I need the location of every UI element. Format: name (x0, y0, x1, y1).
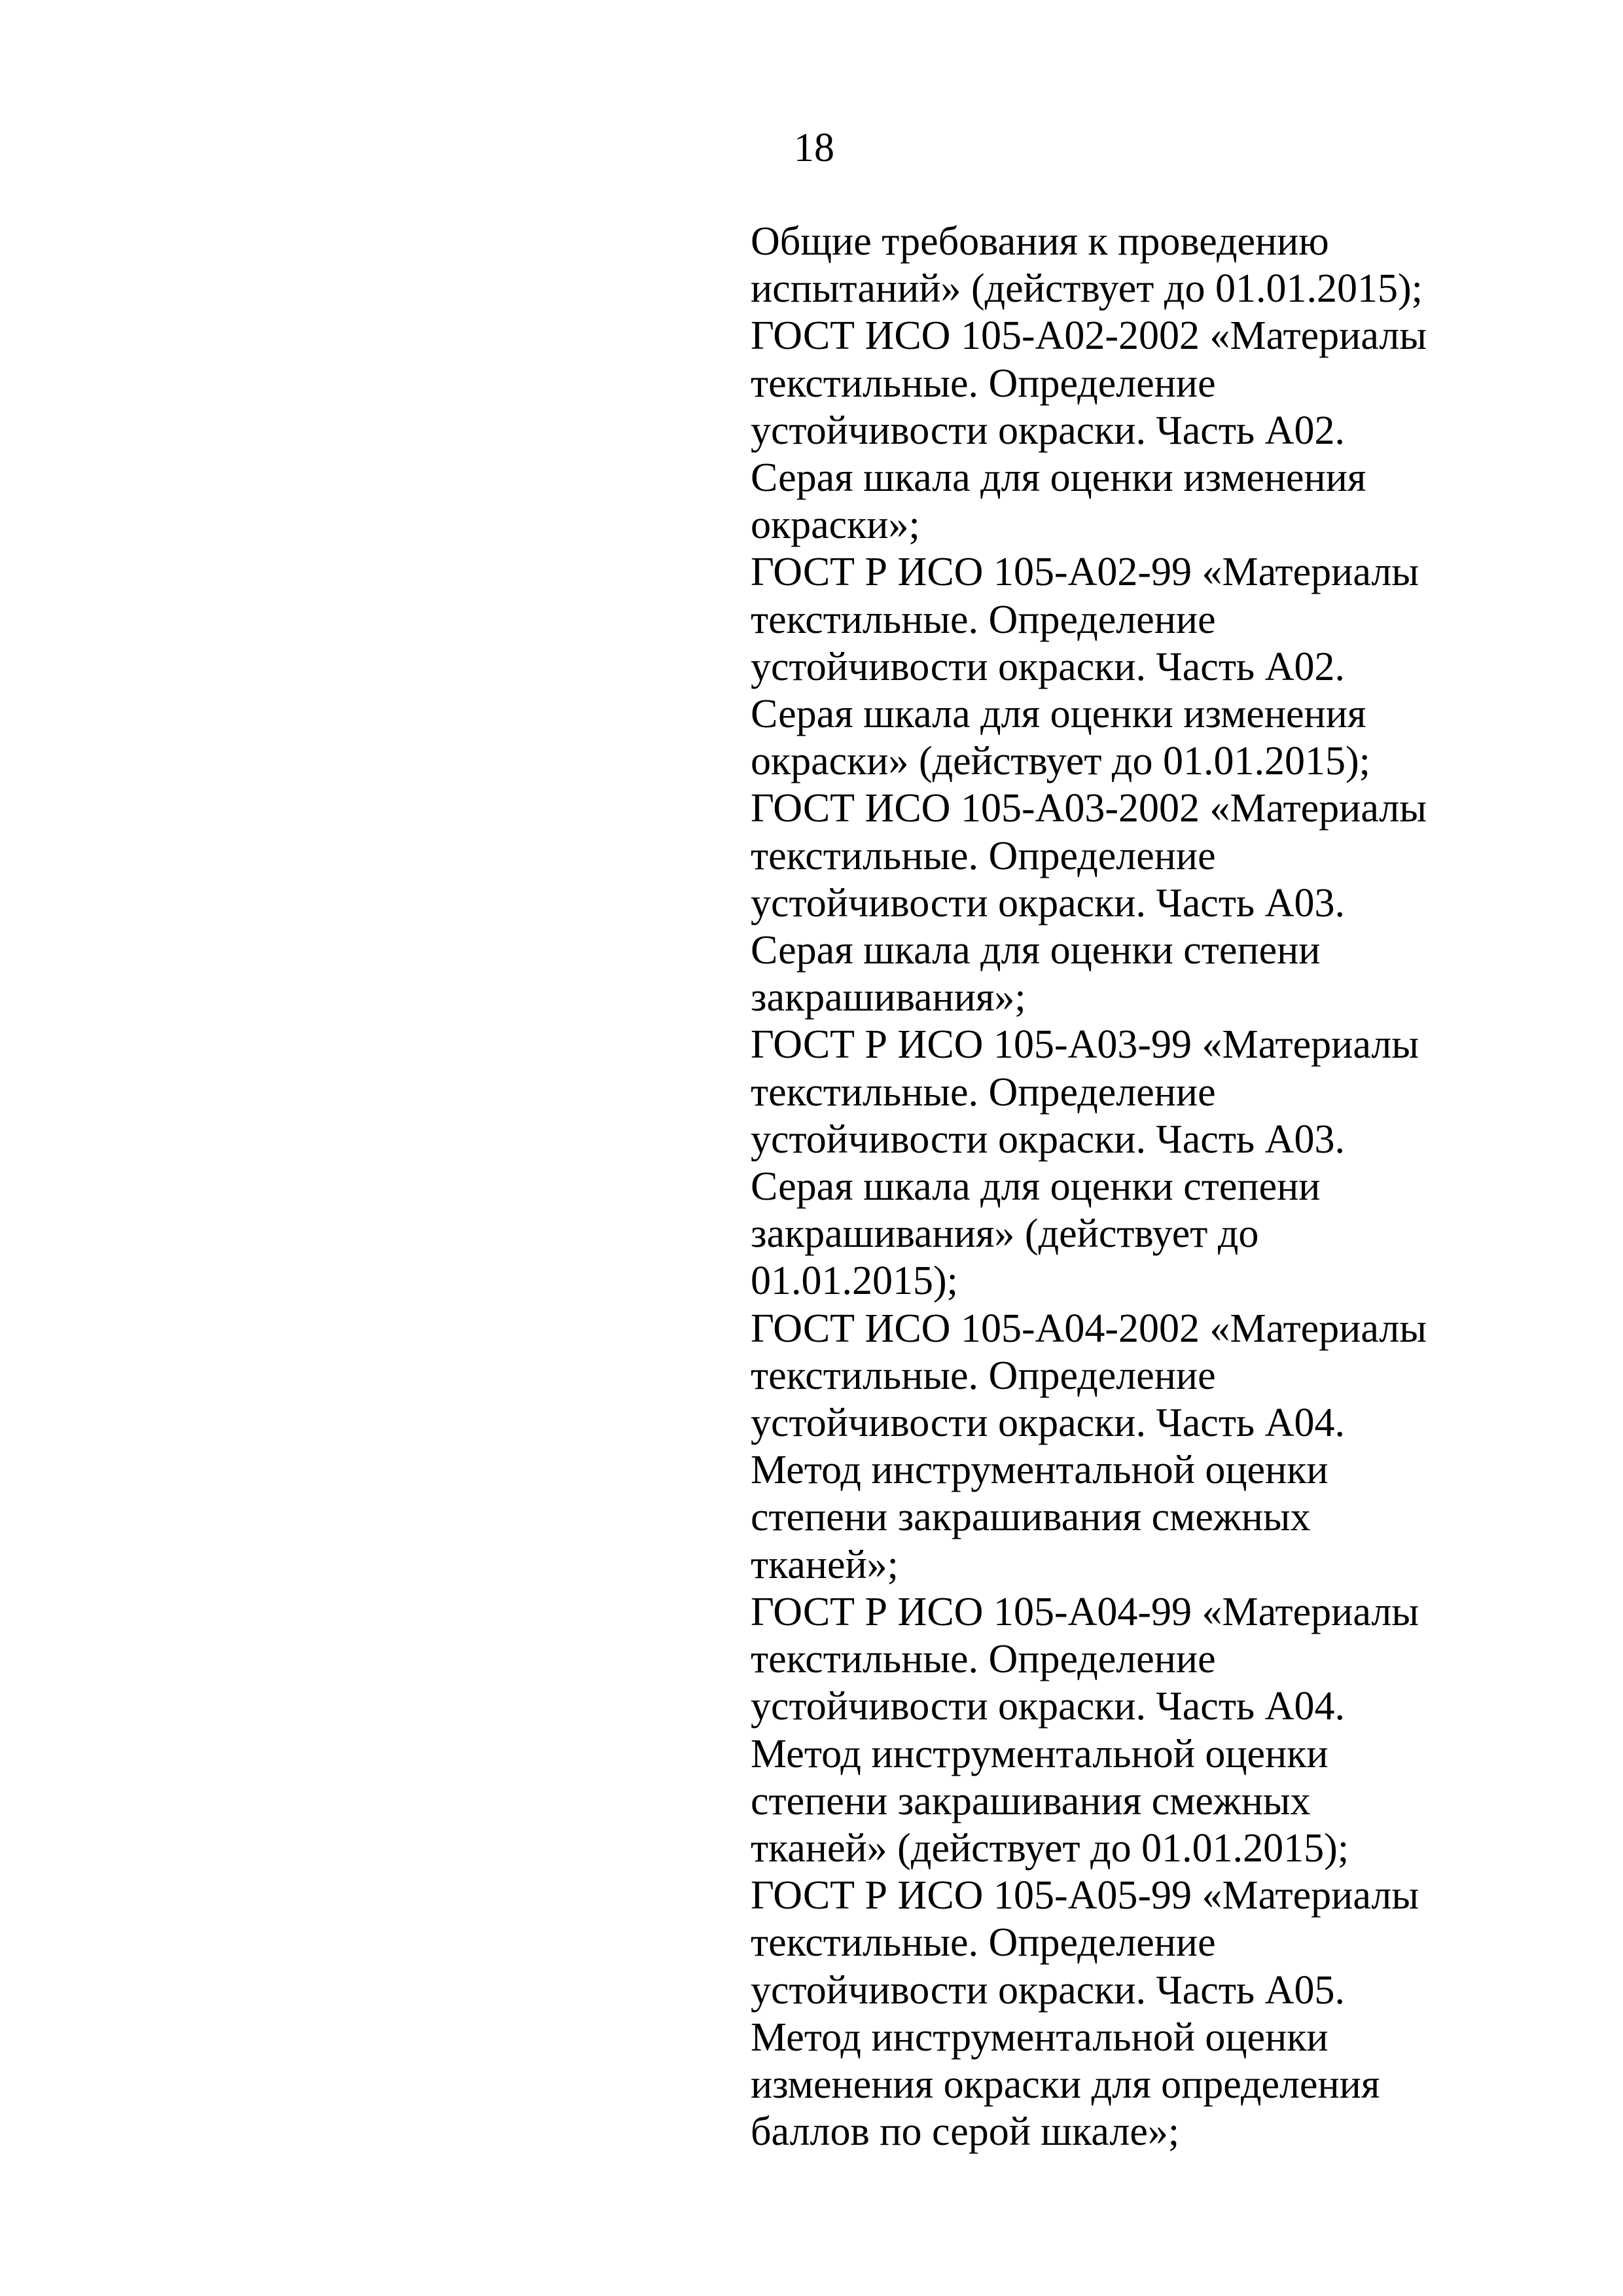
page-number: 18 (794, 126, 834, 170)
text-line: окраски» (действует до 01.01.2015); (751, 739, 1370, 784)
text-line: степени закрашивания смежных (751, 1495, 1311, 1540)
text-line: устойчивости окраски. Часть А02. (751, 408, 1345, 453)
text-line: Серая шкала для оценки степени (751, 1164, 1321, 1210)
text-line: ГОСТ Р ИСО 105-А03-99 «Материалы (751, 1022, 1419, 1067)
text-line: ГОСТ ИСО 105-А04-2002 «Материалы (751, 1306, 1427, 1351)
text-line: тканей» (действует до 01.01.2015); (751, 1825, 1349, 1871)
text-line: испытаний» (действует до 01.01.2015); (751, 266, 1423, 312)
text-line: тканей»; (751, 1542, 899, 1587)
text-line: текстильные. Определение (751, 1920, 1216, 1965)
text-line: текстильные. Определение (751, 833, 1216, 878)
text-line: текстильные. Определение (751, 1069, 1216, 1115)
text-line: текстильные. Определение (751, 361, 1216, 406)
document-text-column (751, 218, 1601, 2155)
text-line: закрашивания»; (751, 975, 1026, 1020)
text-line: устойчивости окраски. Часть А04. (751, 1401, 1345, 1446)
text-line: текстильные. Определение (751, 597, 1216, 642)
text-line: ГОСТ Р ИСО 105-А04-99 «Материалы (751, 1589, 1419, 1634)
text-line: Метод инструментальной оценки (751, 1448, 1329, 1493)
text-line: баллов по серой шкале»; (751, 2109, 1180, 2155)
text-line: устойчивости окраски. Часть А02. (751, 644, 1345, 689)
text-line: устойчивости окраски. Часть А05. (751, 1967, 1345, 2013)
text-line: устойчивости окраски. Часть А04. (751, 1684, 1345, 1729)
text-line: Серая шкала для оценки изменения (751, 692, 1366, 737)
text-line: 01.01.2015); (751, 1259, 958, 1304)
text-line: окраски»; (751, 503, 920, 548)
text-line: Метод инструментальной оценки (751, 2015, 1329, 2060)
text-line: текстильные. Определение (751, 1353, 1216, 1398)
text-line: ГОСТ ИСО 105-А03-2002 «Материалы (751, 786, 1427, 831)
text-line: Серая шкала для оценки степени (751, 928, 1321, 973)
text-line: ГОСТ ИСО 105-А02-2002 «Материалы (751, 314, 1427, 359)
text-line: закрашивания» (действует до (751, 1211, 1259, 1257)
text-line: Серая шкала для оценки изменения (751, 456, 1366, 501)
text-line: степени закрашивания смежных (751, 1778, 1311, 1823)
text-line: ГОСТ Р ИСО 105-А05-99 «Материалы (751, 1873, 1419, 1918)
text-line: устойчивости окраски. Часть А03. (751, 880, 1345, 925)
text-line: устойчивости окраски. Часть А03. (751, 1117, 1345, 1162)
text-line: изменения окраски для определения (751, 2062, 1380, 2107)
text-line: Общие требования к проведению (751, 219, 1329, 264)
text-line: текстильные. Определение (751, 1637, 1216, 1682)
text-line: Метод инструментальной оценки (751, 1731, 1329, 1776)
text-line: ГОСТ Р ИСО 105-А02-99 «Материалы (751, 550, 1419, 595)
